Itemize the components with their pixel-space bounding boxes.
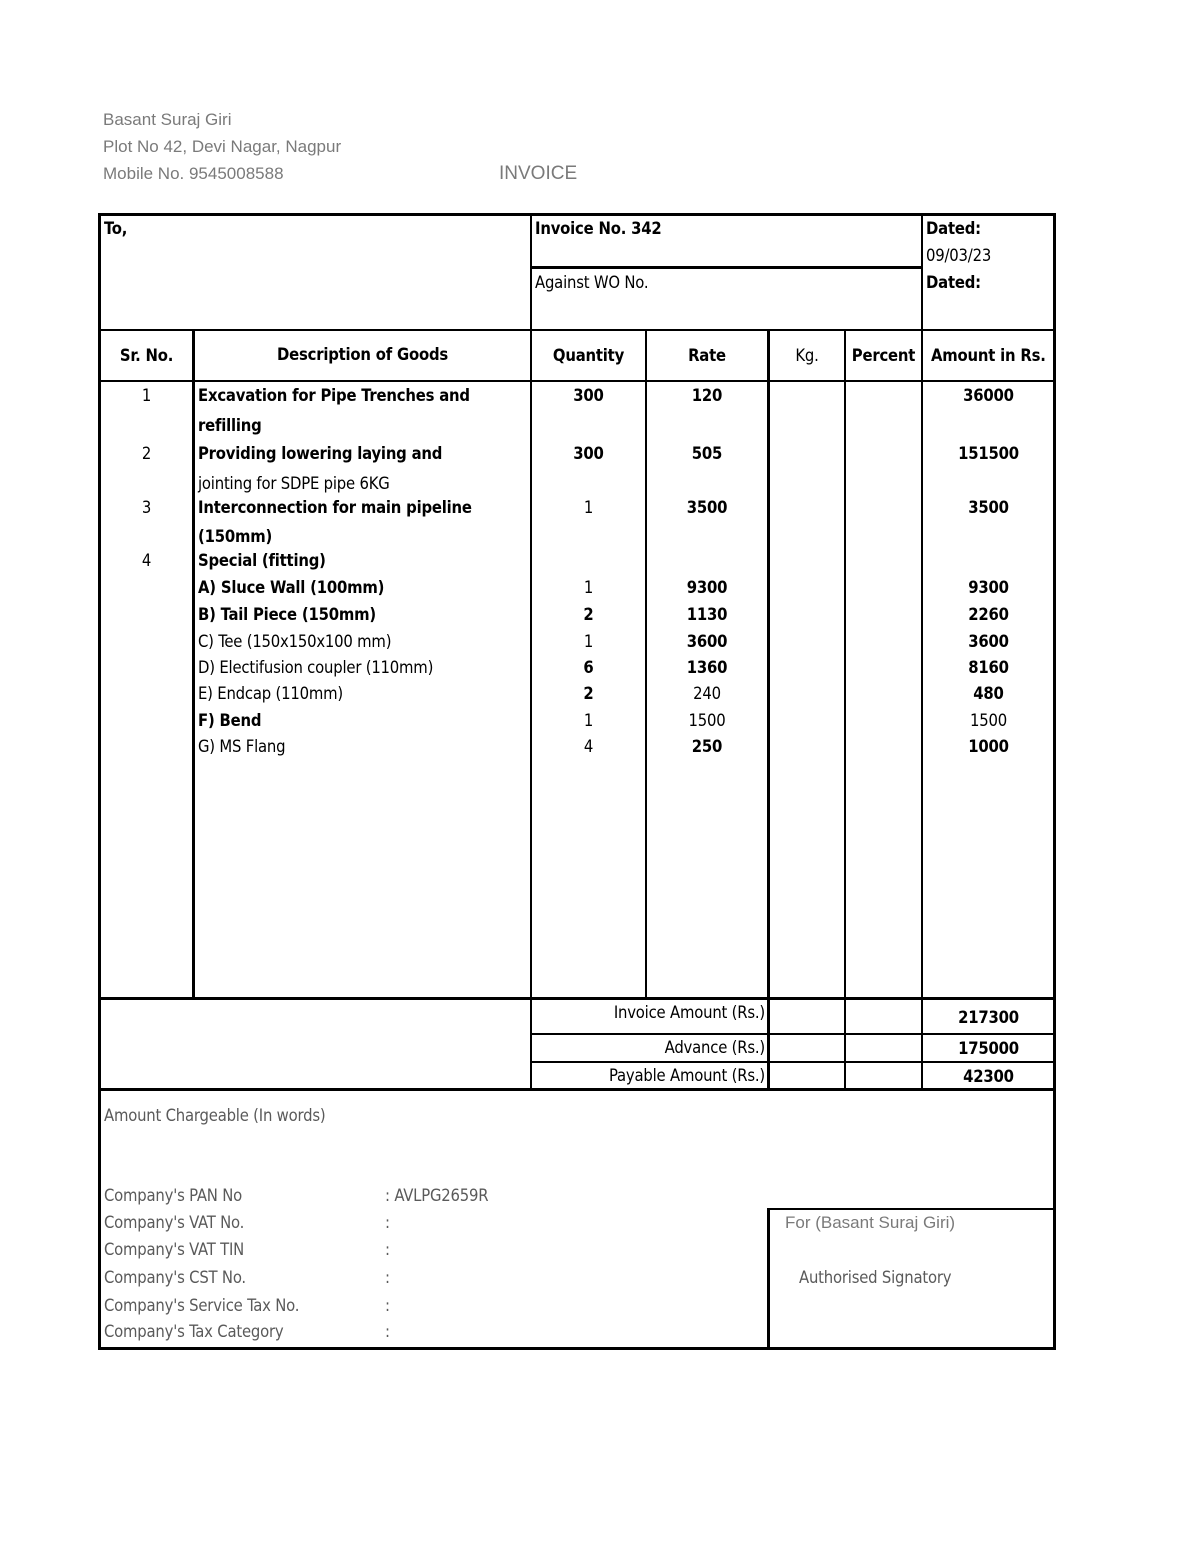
col-header-kg: Kg. — [795, 346, 819, 365]
service-tax-value: : — [385, 1296, 390, 1315]
col-header-quantity: Quantity — [552, 346, 625, 365]
item-desc: C) Tee (150x150x100 mm) — [198, 632, 392, 651]
item-amount: 8160 — [968, 658, 1009, 677]
item-qty: 300 — [573, 386, 604, 405]
wo-dated-label: Dated: — [926, 273, 981, 292]
item-rate: 250 — [691, 737, 723, 756]
item-qty: 2 — [583, 684, 594, 703]
amount-in-words-label: Amount Chargeable (In words) — [104, 1106, 326, 1125]
pan-label: Company's PAN No — [104, 1186, 242, 1205]
item-desc: jointing for SDPE pipe 6KG — [198, 474, 390, 493]
tax-category-label: Company's Tax Category — [104, 1322, 284, 1341]
item-desc: G) MS Flang — [198, 737, 286, 756]
invoice-no: Invoice No. 342 — [535, 219, 662, 238]
payable-label: Payable Amount (Rs.) — [609, 1066, 765, 1085]
item-amount: 151500 — [958, 444, 1019, 463]
item-amount: 3600 — [968, 632, 1009, 651]
item-qty: 1 — [583, 632, 594, 651]
advance-value: 175000 — [958, 1039, 1019, 1058]
item-amount: 3500 — [968, 498, 1009, 517]
item-amount: 9300 — [968, 578, 1009, 597]
item-amount: 1500 — [970, 711, 1007, 730]
item-desc: D) Electifusion coupler (110mm) — [198, 658, 434, 677]
against-wo-label: Against WO No. — [535, 273, 649, 292]
invoice-amount-label: Invoice Amount (Rs.) — [613, 1003, 765, 1022]
tax-category-value: : — [385, 1322, 390, 1341]
authorised-signatory: Authorised Signatory — [799, 1268, 952, 1287]
item-desc: F) Bend — [198, 711, 262, 730]
item-rate: 1500 — [688, 711, 726, 730]
item-amount: 2260 — [968, 605, 1009, 624]
signatory-for-label: For (Basant Suraj Giri) — [785, 1213, 956, 1232]
item-amount: 36000 — [963, 386, 1014, 405]
item-desc: E) Endcap (110mm) — [198, 684, 343, 703]
item-desc: refilling — [198, 416, 262, 435]
to-label: To, — [104, 219, 128, 238]
cst-no-value: : — [385, 1268, 390, 1287]
item-rate: 120 — [691, 386, 723, 405]
seller-mobile: Mobile No. 9545008588 — [103, 164, 284, 183]
item-sr: 4 — [141, 551, 152, 570]
item-rate: 505 — [691, 444, 723, 463]
item-rate: 3500 — [686, 498, 728, 517]
invoice-title: INVOICE — [499, 163, 578, 184]
item-desc: Providing lowering laying and — [198, 444, 443, 463]
item-amount: 480 — [973, 684, 1004, 703]
seller-address: Plot No 42, Devi Nagar, Nagpur — [103, 137, 342, 156]
item-rate: 3600 — [686, 632, 728, 651]
item-qty: 2 — [583, 605, 594, 624]
item-qty: 1 — [583, 498, 594, 517]
item-rate: 1130 — [686, 605, 728, 624]
vat-tin-label: Company's VAT TIN — [104, 1240, 245, 1259]
col-header-rate: Rate — [688, 346, 726, 365]
item-sr: 1 — [141, 386, 152, 405]
col-header-amount: Amount in Rs. — [931, 346, 1046, 365]
item-desc: B) Tail Piece (150mm) — [198, 605, 376, 624]
item-desc: Excavation for Pipe Trenches and — [198, 386, 470, 405]
item-desc: A) Sluce Wall (100mm) — [198, 578, 385, 597]
item-sr: 3 — [141, 498, 152, 517]
seller-name: Basant Suraj Giri — [103, 110, 232, 129]
invoice-amount-value: 217300 — [958, 1008, 1019, 1027]
col-header-description: Description of Goods — [276, 345, 449, 364]
item-rate: 1360 — [686, 658, 728, 677]
item-qty: 1 — [583, 711, 594, 730]
vat-tin-value: : — [385, 1240, 390, 1259]
advance-label: Advance (Rs.) — [664, 1038, 765, 1057]
cst-no-label: Company's CST No. — [104, 1268, 246, 1287]
item-qty: 6 — [583, 658, 594, 677]
payable-value: 42300 — [963, 1067, 1014, 1086]
vat-no-label: Company's VAT No. — [104, 1213, 245, 1232]
service-tax-label: Company's Service Tax No. — [104, 1296, 300, 1315]
vat-no-value: : — [385, 1213, 390, 1232]
item-qty: 1 — [583, 578, 594, 597]
item-sr: 2 — [141, 444, 152, 463]
item-amount: 1000 — [968, 737, 1009, 756]
item-rate: 9300 — [686, 578, 728, 597]
item-qty: 300 — [573, 444, 604, 463]
col-header-sr: Sr. No. — [119, 346, 174, 365]
item-qty: 4 — [583, 737, 594, 756]
item-desc: Special (fitting) — [198, 551, 326, 570]
pan-value: : AVLPG2659R — [385, 1186, 489, 1205]
invoice-date: 09/03/23 — [926, 246, 992, 265]
item-rate: 240 — [693, 684, 721, 703]
item-desc: (150mm) — [198, 527, 273, 546]
dated-label: Dated: — [926, 219, 981, 238]
item-desc: Interconnection for main pipeline — [198, 498, 472, 517]
col-header-percent: Percent — [851, 346, 916, 365]
